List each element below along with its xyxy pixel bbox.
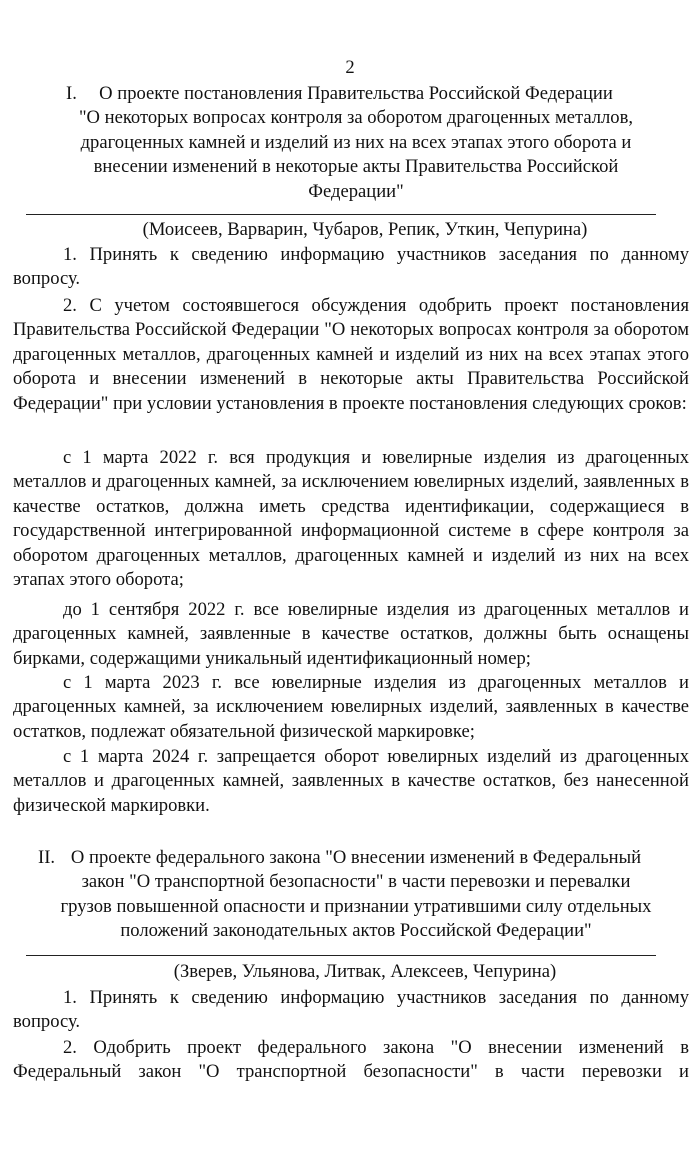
section-1-title-line: О проекте постановления Правительства Российской Федерации <box>99 83 613 104</box>
section-2-paragraph: 2. Одобрить проект федерального закона "О внесении изменений в Федеральный закон "О транспортной безопасности" в части перевозки и <box>13 1037 689 1083</box>
section-1-title-line: "О некоторых вопросах контроля за оборотом драгоценных металлов, <box>78 107 634 129</box>
section-2-title-line: положений законодательных актов Российской Федерации" <box>120 920 592 942</box>
section-1-title-line: Федерации" <box>308 180 404 202</box>
section-2-speakers: (Зверев, Ульянова, Литвак, Алексеев, Чепурина) <box>173 961 557 982</box>
section-1-paragraph: с 1 марта 2024 г. запрещается оборот ювелирных изделий из драгоценных металлов и драгоценных камней, заявленных в качестве остатков, без нанесенной физической маркировки. <box>13 746 689 816</box>
section-1-title-line: драгоценных камней и изделий из них на всех этапах этого оборота и <box>80 131 632 153</box>
section-1-roman-numeral: I. <box>66 83 77 104</box>
section-1-paragraph: до 1 сентября 2022 г. все ювелирные изделия из драгоценных металлов и драгоценных камней, заявленные в качестве остатков, должны быть оснащены бирками, содержащими уникальный идентификационный номер; <box>13 599 689 669</box>
section-2-paragraph: 1. Принять к сведению информацию участников заседания по данному вопросу. <box>13 987 689 1033</box>
section-1-paragraph: с 1 марта 2023 г. все ювелирные изделия из драгоценных металлов и драгоценных камней, за исключением ювелирных изделий, заявленных в качестве остатков, подлежат обязательной физической маркировке; <box>13 672 689 742</box>
section-2-title-line: О проекте федерального закона "О внесении изменений в Федеральный <box>70 847 642 868</box>
section-2-divider <box>26 955 656 956</box>
section-1-paragraph: с 1 марта 2022 г. вся продукция и ювелирные изделия из драгоценных металлов и драгоценных камней, за исключением ювелирных изделий, заявленных в качестве остатков, должна иметь средства идентификации, содержащиеся в государственной интегрированной информационной системе в сфере контроля за оборотом драгоценных металлов, драгоценных камней и изделий из них на всех этапах этого оборота; <box>13 447 689 591</box>
section-2-heading <box>20 846 692 944</box>
section-1-paragraph: 2. С учетом состоявшегося обсуждения одобрить проект постановления Правительства Российской Федерации "О некоторых вопросах контроля за оборотом драгоценных металлов, драгоценных камней и изделий из них на всех этапах этого оборота и внесении изменений в некоторые акты Правительства Российской Федерации" при условии установления в проекте постановления следующих сроков: <box>13 295 689 414</box>
section-1-speakers: (Моисеев, Варварин, Чубаров, Репик, Уткин, Чепурина) <box>142 219 588 240</box>
section-2-roman-numeral: II. <box>38 847 56 868</box>
section-1-heading <box>20 82 692 204</box>
section-1-divider <box>26 214 656 215</box>
section-2-title-line: закон "О транспортной безопасности" в части перевозки и перевалки <box>81 871 631 893</box>
page-number: 2 <box>345 57 355 78</box>
section-2-title-line: грузов повышенной опасности и признании утратившими силу отдельных <box>60 895 652 917</box>
section-1-paragraph: 1. Принять к сведению информацию участников заседания по данному вопросу. <box>13 244 689 290</box>
section-1-title-line: внесении изменений в некоторые акты Правительства Российской <box>93 156 619 178</box>
